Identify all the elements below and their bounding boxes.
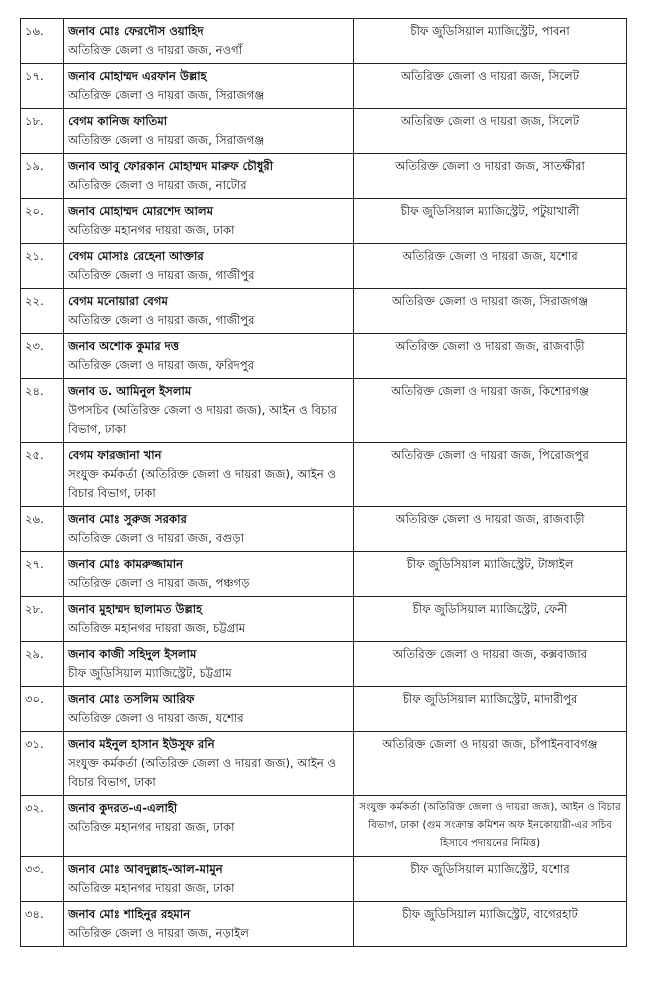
officer-name: জনাব আবু ফোরকান মোহাম্মদ মারুফ চৌধুরী: [68, 159, 274, 173]
officer-name: জনাব মোঃ কামরুজ্জামান: [68, 557, 184, 571]
new-posting: অতিরিক্ত জেলা ও দায়রা জজ, সিলেট: [401, 69, 580, 83]
table-row: [21, 244, 627, 289]
serial-number: ২৬.: [21, 507, 64, 552]
new-posting-cell: [354, 64, 627, 109]
officer-cell: [64, 289, 354, 334]
table-row: [21, 732, 627, 796]
officer-cell: [64, 244, 354, 289]
serial-number: ২৫.: [21, 443, 64, 507]
new-posting: চীফ জুডিসিয়াল ম্যাজিস্ট্রেট, মাদারীপুর: [402, 692, 578, 706]
officer-name: জনাব মোঃ সুরুজ সরকার: [68, 512, 187, 526]
officer-name: জনাব মোহাম্মদ এরফান উল্লাহ: [68, 69, 207, 83]
current-post: অতিরিক্ত জেলা ও দায়রা জজ, সিরাজগঞ্জ: [68, 133, 265, 147]
new-posting: অতিরিক্ত জেলা ও দায়রা জজ, কিশোরগঞ্জ: [391, 384, 589, 398]
table-row: [21, 642, 627, 687]
officer-cell: [64, 642, 354, 687]
current-post: অতিরিক্ত জেলা ও দায়রা জজ, নাটোর: [68, 178, 247, 192]
table-row: [21, 379, 627, 443]
serial-number: ২২.: [21, 289, 64, 334]
serial-number: ১৮.: [21, 109, 64, 154]
officer-cell: [64, 902, 354, 947]
new-posting-cell: [354, 552, 627, 597]
serial-number: ২৭.: [21, 552, 64, 597]
table-row: [21, 796, 627, 857]
new-posting: অতিরিক্ত জেলা ও দায়রা জজ, যশোর: [402, 249, 578, 263]
officer-cell: [64, 687, 354, 732]
table-row: [21, 289, 627, 334]
current-post: অতিরিক্ত জেলা ও দায়রা জজ, গাজীপুর: [68, 313, 255, 327]
new-posting: চীফ জুডিসিয়াল ম্যাজিস্ট্রেট, ফেনী: [412, 602, 568, 616]
table-row: [21, 687, 627, 732]
new-posting: চীফ জুডিসিয়াল ম্যাজিস্ট্রেট, পটুয়াখালী: [400, 204, 580, 218]
officer-cell: [64, 334, 354, 379]
new-posting-cell: [354, 109, 627, 154]
new-posting-cell: [354, 199, 627, 244]
new-posting-cell: [354, 687, 627, 732]
officer-cell: [64, 857, 354, 902]
current-post: অতিরিক্ত জেলা ও দায়রা জজ, পঞ্চগড়: [68, 576, 250, 590]
new-posting: চীফ জুডিসিয়াল ম্যাজিস্ট্রেট, টাঙ্গাইল: [406, 557, 574, 571]
table-row: [21, 154, 627, 199]
new-posting: অতিরিক্ত জেলা ও দায়রা জজ, সিলেট: [401, 114, 580, 128]
officer-name: বেগম কানিজ ফাতিমা: [68, 114, 168, 128]
current-post: সংযুক্ত কর্মকর্তা (অতিরিক্ত জেলা ও দায়রা জজ), আইন ও বিচার বিভাগ, ঢাকা: [68, 756, 337, 789]
new-posting-cell: [354, 857, 627, 902]
officer-name: জনাব মুহাম্মদ ছালামত উল্লাহ: [68, 602, 203, 616]
new-posting: অতিরিক্ত জেলা ও দায়রা জজ, রাজবাড়ী: [395, 512, 585, 526]
transfer-table: [20, 18, 627, 947]
serial-number: ২৮.: [21, 597, 64, 642]
officer-name: জনাব ড. আমিনুল ইসলাম: [68, 384, 192, 398]
serial-number: ৩১.: [21, 732, 64, 796]
officer-name: জনাব মোঃ শাহিনুর রহমান: [68, 907, 191, 921]
table-row: [21, 199, 627, 244]
serial-number: ১৭.: [21, 64, 64, 109]
new-posting: চীফ জুডিসিয়াল ম্যাজিস্ট্রেট, পাবনা: [410, 24, 570, 38]
current-post: অতিরিক্ত জেলা ও দায়রা জজ, সিরাজগঞ্জ: [68, 88, 265, 102]
current-post: অতিরিক্ত মহানগর দায়রা জজ, ঢাকা: [68, 881, 235, 895]
serial-number: ৩৪.: [21, 902, 64, 947]
table-row: [21, 507, 627, 552]
table-row: [21, 19, 627, 64]
new-posting-cell: [354, 334, 627, 379]
officer-name: জনাব মোঃ আবদুল্লাহ-আল-মামুন: [68, 862, 223, 876]
new-posting-cell: [354, 19, 627, 64]
officer-cell: [64, 796, 354, 857]
serial-number: ২১.: [21, 244, 64, 289]
new-posting: সংযুক্ত কর্মকর্তা (অতিরিক্ত জেলা ও দায়রা জজ), আইন ও বিচার বিভাগ, ঢাকা (গুম সংক্রান্ত কমিশন অফ ইনকোয়ারী-এর সচিব হিসাবে পদায়নের নিমিত্ত): [359, 802, 621, 849]
officer-name: জনাব মইনুল হাসান ইউসুফ রনি: [68, 737, 215, 751]
new-posting: অতিরিক্ত জেলা ও দায়রা জজ, সিরাজগঞ্জ: [392, 294, 589, 308]
officer-name: জনাব কুদরত-এ-এলাহী: [68, 801, 178, 815]
officer-name: জনাব মোহাম্মদ মোরশেদ আলম: [68, 204, 214, 218]
table-row: [21, 902, 627, 947]
table-row: [21, 443, 627, 507]
new-posting-cell: [354, 244, 627, 289]
new-posting-cell: [354, 732, 627, 796]
new-posting-cell: [354, 289, 627, 334]
serial-number: ২৩.: [21, 334, 64, 379]
serial-number: ২৪.: [21, 379, 64, 443]
current-post: অতিরিক্ত জেলা ও দায়রা জজ, নড়াইল: [68, 926, 249, 940]
officer-cell: [64, 19, 354, 64]
current-post: সংযুক্ত কর্মকর্তা (অতিরিক্ত জেলা ও দায়রা জজ), আইন ও বিচার বিভাগ, ঢাকা: [68, 467, 337, 500]
table-row: [21, 109, 627, 154]
serial-number: ২৯.: [21, 642, 64, 687]
serial-number: ৩২.: [21, 796, 64, 857]
table-row: [21, 64, 627, 109]
officer-cell: [64, 379, 354, 443]
new-posting: অতিরিক্ত জেলা ও দায়রা জজ, কক্সবাজার: [393, 647, 588, 661]
officer-cell: [64, 552, 354, 597]
current-post: উপসচিব (অতিরিক্ত জেলা ও দায়রা জজ), আইন ও বিচার বিভাগ, ঢাকা: [68, 403, 338, 436]
officer-name: বেগম মোসাঃ রেহেনা আক্তার: [68, 249, 204, 263]
officer-cell: [64, 732, 354, 796]
new-posting: অতিরিক্ত জেলা ও দায়রা জজ, সাতক্ষীরা: [395, 159, 585, 173]
serial-number: ২০.: [21, 199, 64, 244]
new-posting-cell: [354, 507, 627, 552]
current-post: অতিরিক্ত জেলা ও দায়রা জজ, বগুড়া: [68, 531, 245, 545]
new-posting: অতিরিক্ত জেলা ও দায়রা জজ, রাজবাড়ী: [395, 339, 585, 353]
officer-cell: [64, 443, 354, 507]
new-posting-cell: [354, 902, 627, 947]
new-posting: অতিরিক্ত জেলা ও দায়রা জজ, চাঁপাইনবাবগঞ্জ: [382, 737, 598, 751]
serial-number: ৩০.: [21, 687, 64, 732]
officer-name: জনাব কাজী সহিদুল ইসলাম: [68, 647, 197, 661]
new-posting: চীফ জুডিসিয়াল ম্যাজিস্ট্রেট, যশোর: [410, 862, 570, 876]
officer-name: বেগম মনোয়ারা বেগম: [68, 294, 168, 308]
new-posting-cell: [354, 379, 627, 443]
officer-cell: [64, 154, 354, 199]
serial-number: ১৬.: [21, 19, 64, 64]
new-posting-cell: [354, 597, 627, 642]
officer-cell: [64, 109, 354, 154]
current-post: অতিরিক্ত জেলা ও দায়রা জজ, ফরিদপুর: [68, 358, 255, 372]
officer-name: জনাব মোঃ তসলিম আরিফ: [68, 692, 195, 706]
new-posting-cell: [354, 443, 627, 507]
serial-number: ৩৩.: [21, 857, 64, 902]
officer-name: বেগম ফারজানা খান: [68, 448, 162, 462]
table-row: [21, 334, 627, 379]
current-post: অতিরিক্ত জেলা ও দায়রা জজ, গাজীপুর: [68, 268, 255, 282]
current-post: চীফ জুডিসিয়াল ম্যাজিস্ট্রেট, চট্টগ্রাম: [68, 666, 232, 680]
current-post: অতিরিক্ত জেলা ও দায়রা জজ, যশোর: [68, 711, 244, 725]
current-post: অতিরিক্ত মহানগর দায়রা জজ, ঢাকা: [68, 223, 235, 237]
new-posting: অতিরিক্ত জেলা ও দায়রা জজ, পিরোজপুর: [391, 448, 589, 462]
table-row: [21, 552, 627, 597]
current-post: অতিরিক্ত মহানগর দায়রা জজ, ঢাকা: [68, 820, 235, 834]
new-posting-cell: [354, 642, 627, 687]
officer-cell: [64, 507, 354, 552]
new-posting-cell: [354, 796, 627, 857]
table-row: [21, 597, 627, 642]
officer-cell: [64, 199, 354, 244]
current-post: অতিরিক্ত মহানগর দায়রা জজ, চট্টগ্রাম: [68, 621, 246, 635]
new-posting: চীফ জুডিসিয়াল ম্যাজিস্ট্রেট, বাগেরহাট: [402, 907, 578, 921]
officer-name: জনাব অশোক কুমার দত্ত: [68, 339, 180, 353]
serial-number: ১৯.: [21, 154, 64, 199]
document-page: [20, 18, 627, 947]
new-posting-cell: [354, 154, 627, 199]
officer-name: জনাব মোঃ ফেরদৌস ওয়াহিদ: [68, 24, 204, 38]
officer-cell: [64, 64, 354, 109]
officer-cell: [64, 597, 354, 642]
table-row: [21, 857, 627, 902]
current-post: অতিরিক্ত জেলা ও দায়রা জজ, নওগাঁ: [68, 43, 243, 57]
